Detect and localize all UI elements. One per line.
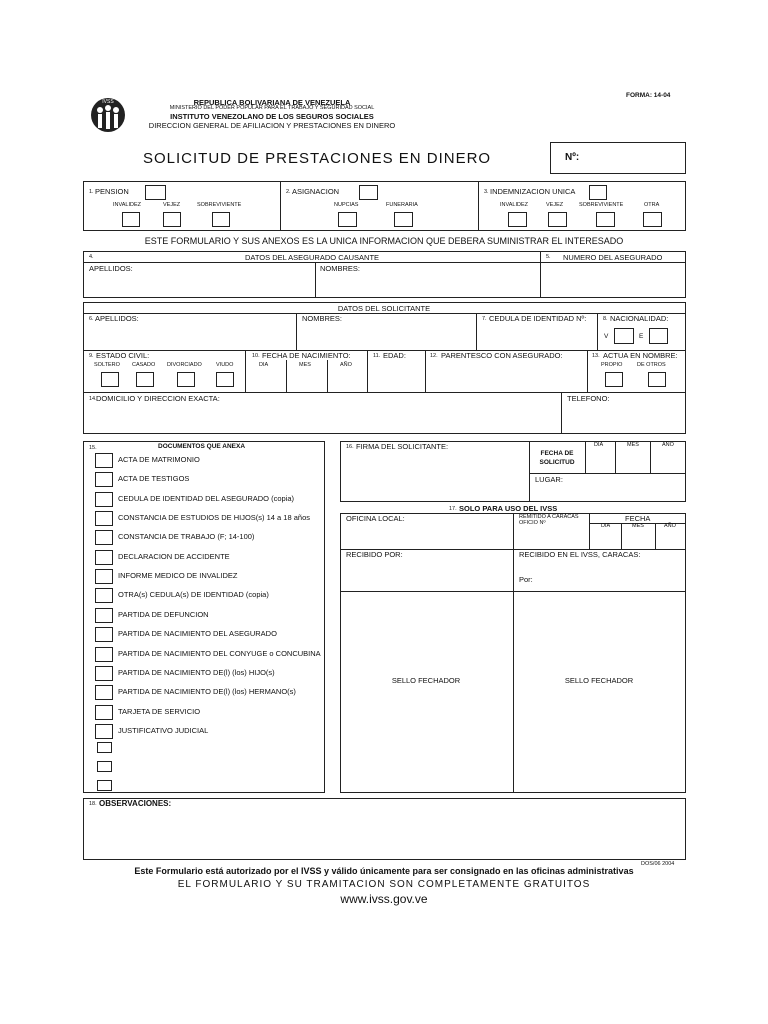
firma-label: FIRMA DEL SOLICITANTE:: [356, 442, 449, 451]
document-item-label: CEDULA DE IDENTIDAD DEL ASEGURADO (copia): [118, 494, 295, 503]
document-item-label: TARJETA DE SERVICIO: [118, 707, 201, 716]
document-checkbox[interactable]: [95, 569, 113, 584]
footer-line1: Este Formulario está autorizado por el IVSS y válido únicamente para ser consignado en las oficinas administrativas: [134, 866, 634, 876]
actua-otros-checkbox[interactable]: [648, 372, 666, 387]
fecha-nacimiento-label: FECHA DE NACIMIENTO:: [262, 351, 351, 360]
notice: ESTE FORMULARIO Y SUS ANEXOS ES LA UNICA INFORMACION QUE DEBERA SUMINISTRAR EL INTERESADO: [144, 236, 624, 246]
documentos-title: DOCUMENTOS QUE ANEXA: [158, 443, 246, 450]
document-item-label: PARTIDA DE NACIMIENTO DE(l) (los) HIJO(s): [118, 668, 275, 677]
page-title: SOLICITUD DE PRESTACIONES EN DINERO: [143, 150, 492, 167]
estado-civil-label: ESTADO CIVIL:: [96, 351, 150, 360]
causante-nombres-label: NOMBRES:: [320, 264, 361, 273]
document-checkbox[interactable]: [95, 550, 113, 565]
actua-label: ACTUA EN NOMBRE:: [603, 351, 678, 360]
asignacion-label: ASIGNACION: [292, 187, 340, 196]
por-label: Por:: [519, 575, 533, 584]
indemnizacion-label: INDEMNIZACION UNICA: [490, 187, 576, 196]
document-item-label: ACTA DE MATRIMONIO: [118, 455, 200, 464]
header-line3: INSTITUTO VENEZOLANO DE LOS SEGUROS SOCIALES: [170, 112, 374, 121]
recibido-caracas-label: RECIBIDO EN EL IVSS, CARACAS:: [519, 550, 641, 559]
footer-line2: EL FORMULARIO Y SU TRAMITACION SON COMPLETAMENTE GRATUITOS: [177, 879, 591, 890]
actua-propio-checkbox[interactable]: [605, 372, 623, 387]
asignacion-nupcias-checkbox[interactable]: [338, 212, 357, 227]
document-item-label: DECLARACION DE ACCIDENTE: [118, 552, 230, 561]
sello-fechador-1: SELLO FECHADOR: [391, 676, 461, 685]
document-item-label: OTRA(s) CEDULA(s) DE IDENTIDAD (copia): [118, 590, 269, 599]
fecha-solicitud-label: FECHA DE SOLICITUD: [539, 450, 575, 466]
cedula-label: CEDULA DE IDENTIDAD Nº:: [489, 314, 587, 323]
indemnizacion-sobreviviente-checkbox[interactable]: [596, 212, 615, 227]
edad-label: EDAD:: [383, 351, 406, 360]
numero-asegurado-label: NUMERO DEL ASEGURADO: [563, 253, 663, 262]
footer-url[interactable]: www.ivss.gov.ve: [340, 892, 428, 906]
casado-checkbox[interactable]: [136, 372, 154, 387]
ivss-title: SOLO PARA USO DEL IVSS: [459, 504, 558, 513]
solicitante-nombres-label: NOMBRES:: [302, 314, 343, 323]
asignacion-funeraria-checkbox[interactable]: [394, 212, 413, 227]
document-checkbox[interactable]: [95, 685, 113, 700]
recibido-por-label: RECIBIDO POR:: [346, 550, 403, 559]
extra-doc-checkbox[interactable]: [97, 780, 112, 791]
extra-doc-checkbox[interactable]: [97, 761, 112, 772]
pension-sobreviviente-checkbox[interactable]: [212, 212, 230, 227]
nacionalidad-v-checkbox[interactable]: [614, 328, 634, 344]
document-checkbox[interactable]: [95, 647, 113, 662]
nacionalidad-e-checkbox[interactable]: [649, 328, 668, 344]
causante-apellidos-label: APELLIDOS:: [89, 264, 133, 273]
document-item-label: CONSTANCIA DE TRABAJO (F; 14-100): [118, 532, 255, 541]
header-line2: MINISTERIO DEL PODER POPULAR PARA EL TRABAJO Y SEGURIDAD SOCIAL: [169, 105, 375, 111]
document-checkbox[interactable]: [95, 666, 113, 681]
document-checkbox[interactable]: [95, 608, 113, 623]
document-checkbox[interactable]: [95, 627, 113, 642]
solicitante-title: DATOS DEL SOLICITANTE: [337, 304, 431, 313]
footer-code: DOS/06 2004: [641, 861, 675, 867]
solicitante-apellidos-label: APELLIDOS:: [95, 314, 139, 323]
document-item-label: PARTIDA DE NACIMIENTO DEL ASEGURADO: [118, 629, 277, 638]
indemnizacion-otra-checkbox[interactable]: [643, 212, 662, 227]
pension-invalidez-checkbox[interactable]: [122, 212, 140, 227]
viudo-checkbox[interactable]: [216, 372, 234, 387]
logo-text: IVSS: [102, 99, 114, 105]
form-code: FORMA: 14-04: [626, 92, 671, 99]
causante-title: DATOS DEL ASEGURADO CAUSANTE: [244, 253, 380, 262]
pension-checkbox[interactable]: [145, 185, 166, 200]
soltero-checkbox[interactable]: [101, 372, 119, 387]
document-item-label: PARTIDA DE DEFUNCION: [118, 610, 209, 619]
document-item-label: JUSTIFICATIVO JUDICIAL: [118, 726, 209, 735]
indemnizacion-checkbox[interactable]: [589, 185, 607, 200]
nacionalidad-label: NACIONALIDAD:: [610, 314, 669, 323]
document-item-label: ACTA DE TESTIGOS: [118, 474, 190, 483]
telefono-label: TELEFONO:: [567, 394, 610, 403]
document-item-label: CONSTANCIA DE ESTUDIOS DE HIJOS(s) 14 a 18 años: [118, 513, 310, 522]
pension-vejez-checkbox[interactable]: [163, 212, 181, 227]
indemnizacion-invalidez-checkbox[interactable]: [508, 212, 527, 227]
document-checkbox[interactable]: [95, 511, 113, 526]
document-item-label: INFORME MEDICO DE INVALIDEZ: [118, 571, 238, 580]
document-checkbox[interactable]: [95, 530, 113, 545]
document-item-label: PARTIDA DE NACIMIENTO DEL CONYUGE o CONCUBINA: [118, 649, 321, 658]
document-checkbox[interactable]: [95, 588, 113, 603]
header-line4: DIRECCION GENERAL DE AFILIACION Y PRESTACIONES EN DINERO: [148, 121, 396, 130]
lugar-label: LUGAR:: [535, 475, 563, 484]
parentesco-label: PARENTESCO CON ASEGURADO:: [441, 351, 563, 360]
asignacion-checkbox[interactable]: [359, 185, 378, 200]
number-label: Nº:: [565, 152, 580, 163]
domicilio-label: DOMICILIO Y DIRECCION EXACTA:: [96, 394, 220, 403]
document-item-label: PARTIDA DE NACIMIENTO DE(l) (los) HERMANO(s): [118, 687, 296, 696]
sello-fechador-2: SELLO FECHADOR: [564, 676, 634, 685]
ivss-logo: [88, 97, 128, 133]
indemnizacion-vejez-checkbox[interactable]: [548, 212, 567, 227]
document-checkbox[interactable]: [95, 472, 113, 487]
extra-doc-checkbox[interactable]: [97, 742, 112, 753]
oficina-local-label: OFICINA LOCAL:: [346, 514, 405, 523]
pension-label: PENSION: [95, 187, 129, 196]
document-checkbox[interactable]: [95, 453, 113, 468]
document-checkbox[interactable]: [95, 705, 113, 720]
divorciado-checkbox[interactable]: [177, 372, 195, 387]
document-checkbox[interactable]: [95, 724, 113, 739]
observaciones-label: OBSERVACIONES:: [99, 799, 172, 808]
header-line1: REPUBLICA BOLIVARIANA DE VENEZUELA: [193, 98, 351, 107]
document-checkbox[interactable]: [95, 492, 113, 507]
observaciones-section[interactable]: [83, 798, 686, 860]
